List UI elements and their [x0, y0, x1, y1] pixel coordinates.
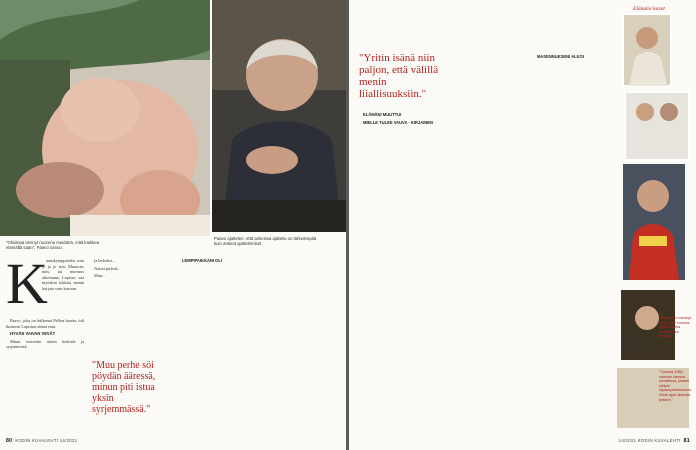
folio-text: 14/2021 KODIN KUVALEHTI	[618, 438, 681, 443]
subheading-lempipaikkani: LEMPIPAIKKANI OLI	[182, 258, 222, 263]
folio-left	[6, 438, 77, 444]
pull-quote-right: "Yritin isänä niin paljon, että välillä menin liiallisuuksiin."	[359, 52, 439, 100]
sidebar-caption-1: "Tässä olen 18-vuotiaana koltiphäiden silmillä Pentin Pängäin-kaveri sekä äiti."	[621, 330, 654, 353]
right-page	[349, 0, 696, 450]
paragraph: ja leskeksi...	[94, 258, 116, 263]
sidebar-label: Elämäni kuvat	[633, 6, 665, 12]
article-column-1	[42, 258, 84, 318]
baby-photo-illustration	[0, 0, 210, 236]
page-number: 80	[6, 438, 13, 444]
sidebar-caption-3: "Vuonna 1984 vaimoni kanssa kuvatessa, jostain siirtyin lupauspoikkeuksiin. Viesti ajan tärkeää tyttäret."	[659, 370, 692, 402]
subheading-hyvan-vaivan: HYVÄN VAIVAN VEVÄT	[10, 331, 56, 337]
man-photo-illustration	[212, 0, 346, 232]
article-column-3	[178, 258, 256, 438]
subheading-mielle-tulee: MIELLE TULEE VAUVA · KIRJAINEN	[363, 119, 433, 125]
sidebar-photo-column	[617, 0, 696, 450]
article-column-1	[359, 112, 437, 437]
photo-caption-baby: "Olisimpa tiennyt nuorena meidänä, mitä kaikkea elämältä saan", Paavo sanoo.	[6, 240, 99, 251]
drop-cap: K	[6, 251, 48, 316]
sidebar-caption-2: "Häätävien mennyt 12.6.1982 vuonna 1984 Annela lastinkuvien kanssa."	[659, 316, 691, 339]
paragraph: uuntkymppiseksi niin jo ja jo isin. Muutoin, niin, tai nuoruus aikoinaan, Lapissa, saa myöskin tykkäsi mentä korjata vain kuvaan.	[42, 258, 84, 291]
left-page	[0, 0, 346, 450]
paragraph: Paavo, joka on kulkenut Pellon kautta, tuli ikuisesti Lapiston alasta mm.	[6, 318, 84, 329]
paragraph: Mun...	[94, 273, 106, 279]
article-column-1b	[6, 318, 84, 443]
pull-quote-left: "Muu perhe söi pöydän ääressä, minun piti istua yksin syrjemmässä."	[92, 360, 156, 415]
paragraph: Minut erotettiin ääriin hetkistä ja syrjimisestä.	[6, 338, 84, 350]
article-column-2	[445, 54, 525, 437]
photo-caption-man: Paavo ajattelee, että ankeissa ajattelu on tärkeämpää kuin ankeat ajattelemiset.	[214, 236, 317, 247]
folio-text: KODIN KUVALEHTI 14/2021	[15, 438, 78, 443]
photo-baby-hands	[0, 0, 210, 236]
article-column-3	[533, 54, 613, 437]
paragraph: Naiset pitävät...	[94, 265, 121, 271]
subheading-elamani-muuttui: ELÄMÄNI MUUTTUI	[363, 112, 402, 117]
page-number: 81	[683, 438, 690, 444]
article-column-4	[262, 258, 340, 438]
photo-elderly-man	[212, 0, 346, 232]
subheading-masennukseni: MASENNUKSENI ALKOI	[537, 54, 584, 59]
folio-right	[619, 438, 690, 444]
